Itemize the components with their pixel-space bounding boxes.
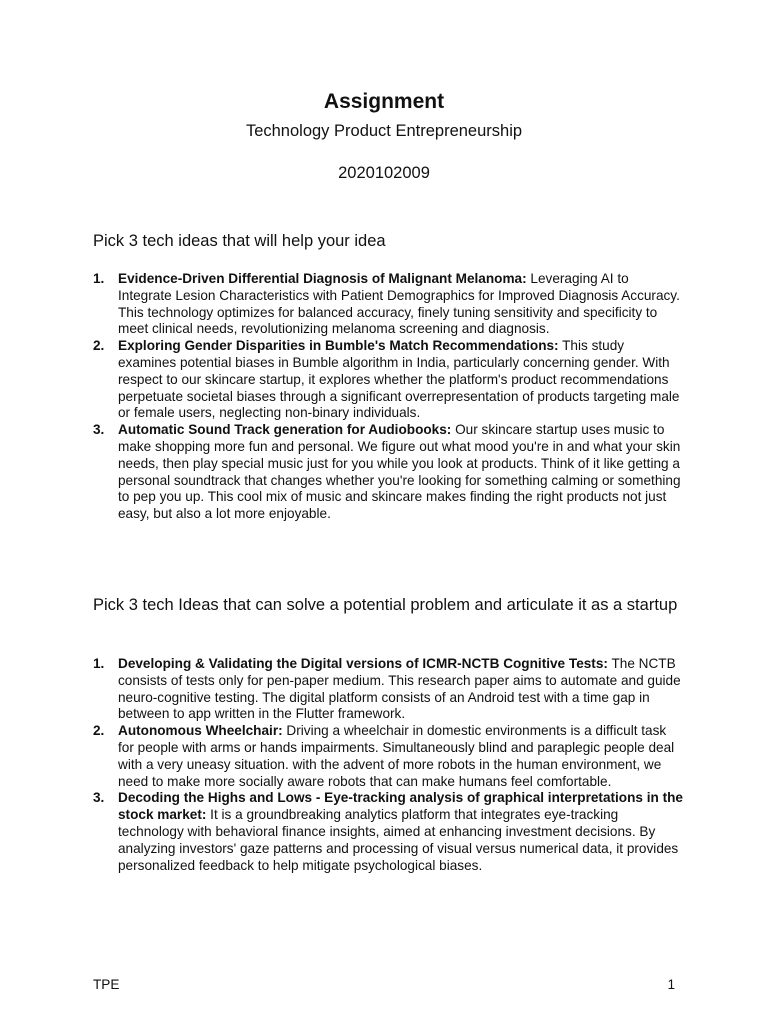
- item-title: Developing & Validating the Digital versions of ICMR-NCTB Cognitive Tests:: [118, 656, 608, 671]
- page-number: 1: [667, 977, 675, 992]
- item-number: 2.: [93, 723, 105, 739]
- item-title: Evidence-Driven Differential Diagnosis of Malignant Melanoma:: [118, 271, 527, 286]
- item-body: This study examines potential biases in Bumble algorithm in India, particularly concerning gender. With respect to our skincare startup, it explores whether the platform's product recommendations perpetuate societal biases through a significant overrepresentation of products targeting male or female users, neglecting non-binary individuals.: [118, 338, 680, 421]
- section2-list: [93, 656, 683, 874]
- item-title: Decoding the Highs and Lows - Eye-tracking analysis of graphical interpretations in the stock market:: [118, 790, 683, 823]
- item-number: 3.: [93, 422, 105, 438]
- item-body: The NCTB consists of tests only for pen-paper medium. This research paper aims to automate and guide neuro-cognitive testing. The digital platform consists of an Android test with a time gap in between to app written in the Flutter framework.: [118, 656, 681, 722]
- item-number: 3.: [93, 790, 105, 806]
- item-body: It is a groundbreaking analytics platform that integrates eye-tracking technology with behavioral finance insights, aimed at enhancing investment decisions. By analyzing investors' gaze patterns and processing of visual versus numerical data, it provides personalized feedback to help mitigate psychological biases.: [118, 807, 679, 873]
- footer-label: TPE: [93, 977, 120, 992]
- item-title: Exploring Gender Disparities in Bumble's Match Recommendations:: [118, 338, 559, 354]
- list-item: [93, 422, 683, 523]
- item-number: 2.: [93, 338, 105, 354]
- document-subtitle: Technology Product Entrepreneurship: [245, 122, 523, 140]
- item-body: Our skincare startup uses music to make shopping more fun and personal. We figure out what mood you're in and what your skin needs, then play special music just for you while you look at products. Think of it like getting a personal soundtrack that changes whether you're looking for something calming or something to pep you up. This cool mix of music and skincare makes finding the right products not just easy, but also a lot more enjoyable.: [118, 422, 681, 522]
- student-id: 2020102009: [338, 164, 430, 182]
- section2-heading: Pick 3 tech Ideas that can solve a potential problem and articulate it as a startup: [93, 596, 678, 614]
- list-item: [93, 338, 683, 422]
- item-title: Autonomous Wheelchair:: [118, 723, 283, 739]
- item-body: Leveraging AI to Integrate Lesion Characteristics with Patient Demographics for Improved Diagnosis Accuracy. This technology optimizes for balanced accuracy, finely tuning sensitivity and specificity to meet clinical needs, revolutionizing melanoma screening and diagnosis.: [118, 271, 680, 337]
- item-title: Automatic Sound Track generation for Audiobooks:: [118, 422, 452, 438]
- document-title: Assignment: [323, 90, 445, 113]
- list-item: [93, 723, 683, 790]
- list-item: [93, 790, 683, 874]
- list-item: [93, 271, 683, 338]
- item-body: Driving a wheelchair in domestic environments is a difficult task for people with arms or hands impairments. Simultaneously blind and paraplegic people deal with a very uneasy situation. with the advent of more robots in the human environment, we need to make more socially aware robots that can make humans feel comfortable.: [118, 723, 675, 789]
- item-number: 1.: [93, 656, 105, 671]
- item-number: 1.: [93, 271, 105, 286]
- list-item: [93, 656, 683, 723]
- section1-list: [93, 271, 683, 523]
- section1-heading: Pick 3 tech ideas that will help your idea: [93, 232, 386, 250]
